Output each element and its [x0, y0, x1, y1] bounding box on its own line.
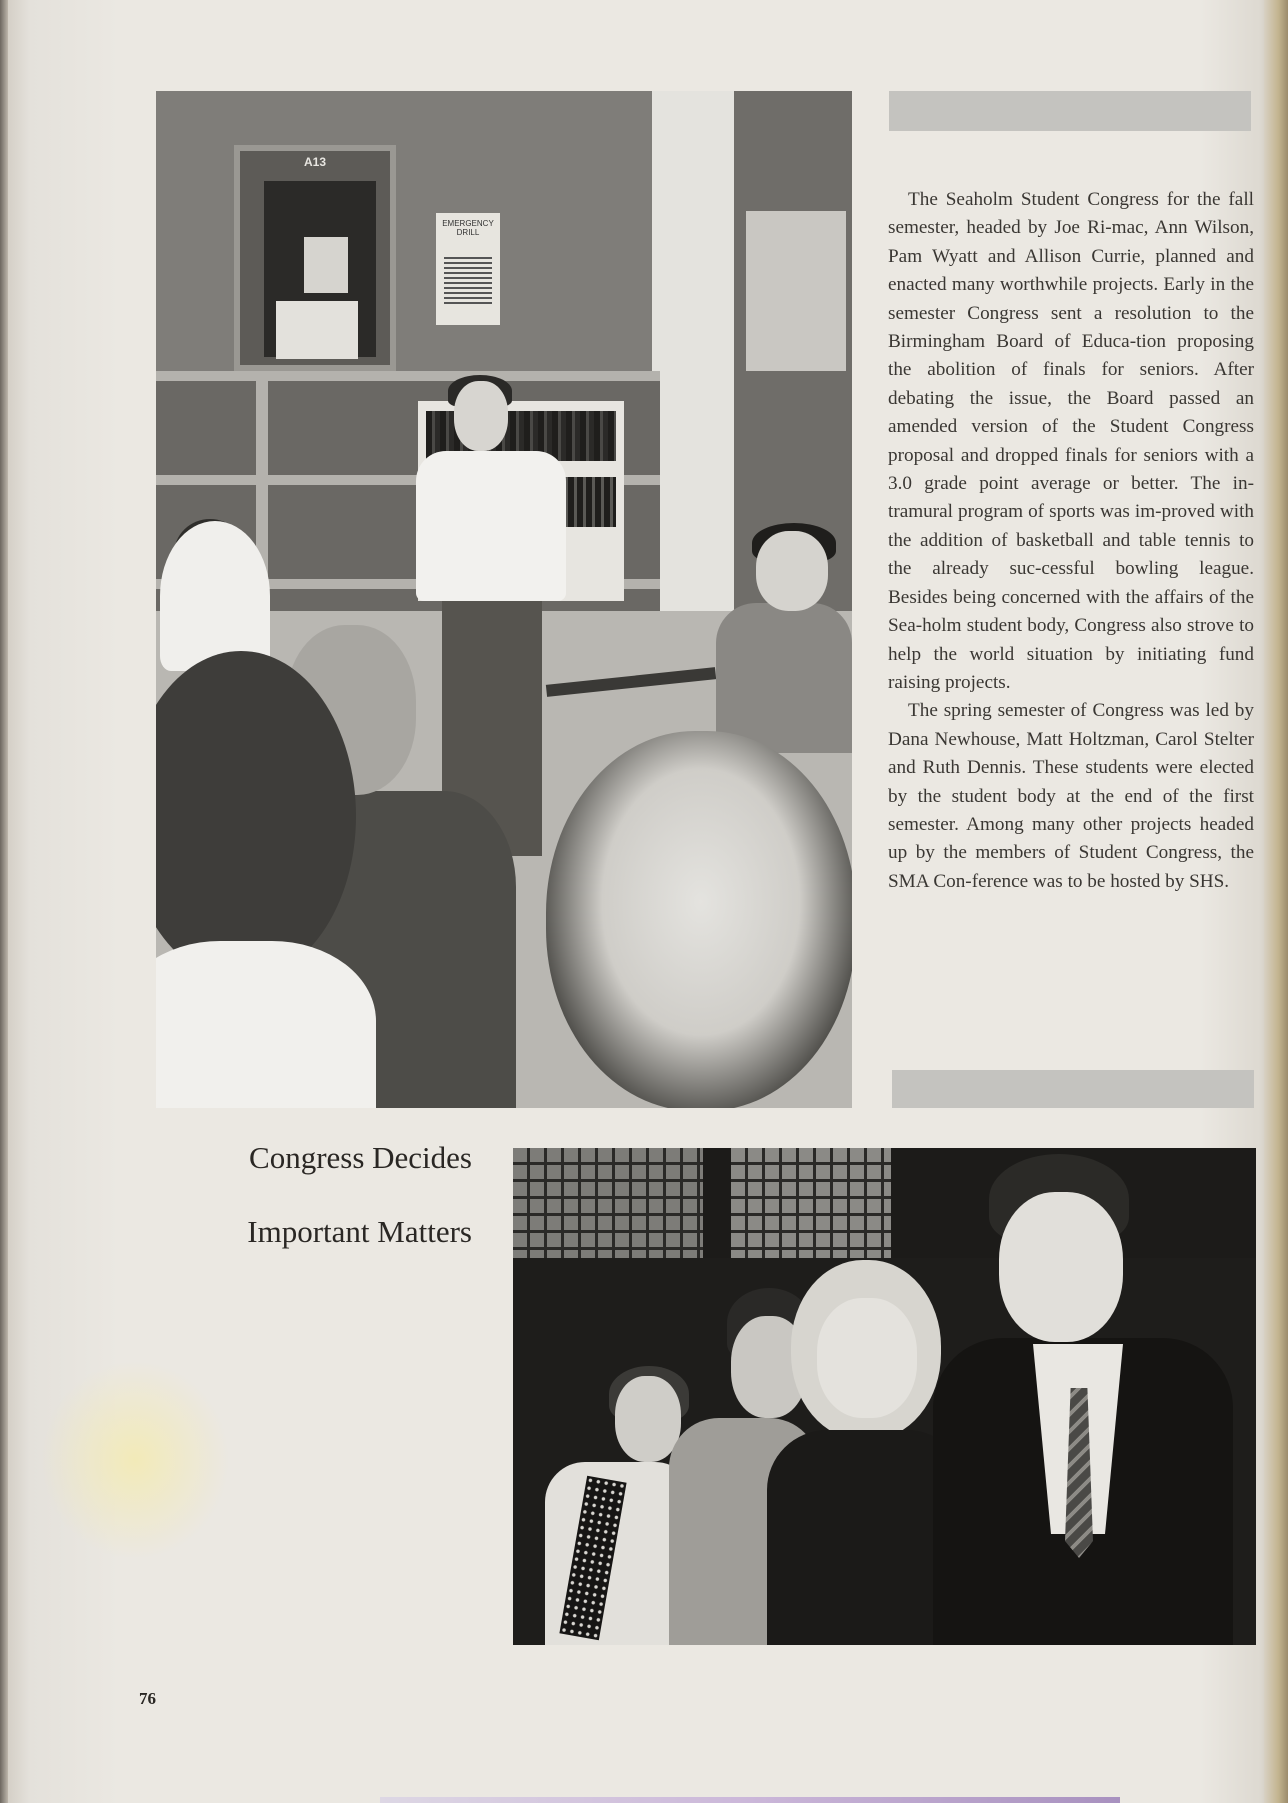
page-headline [170, 1140, 472, 1250]
article-text [888, 186, 1254, 896]
student-portrait [817, 1298, 917, 1418]
audience-member [546, 731, 852, 1108]
seated-student [160, 521, 270, 671]
article-paragraph: The Seaholm Student Congress for the fall semester, headed by Joe Ri-mac, Ann Wilson, Pam Wyatt and Allison Currie, planned and enacted many worthwhile projects. Early in the semester Congress sent a resolution to the Birmingham Board of Educa-tion proposing the abolition of finals for seniors. After debating the issue, the Board passed an amended version of the Student Congress proposal and dropped finals for seniors with a 3.0 grade point average or better. The in-tramural program of sports was im-proved with the addition of basketball and table tennis to the already suc-cessful bowling league. Besides being concerned with the affairs of the Sea-holm student body, Congress also strove to help the world situation by initiating fund raising projects. [888, 189, 1254, 693]
page-number: 76 [139, 1689, 156, 1708]
speaker-with-gavel [416, 451, 566, 601]
congress-officers-photo [513, 1148, 1256, 1645]
decorative-bar-top [889, 91, 1251, 131]
poster-title: EMERGENCY DRILL [442, 219, 494, 237]
page-bottom-edge [380, 1797, 1120, 1803]
student-portrait [615, 1376, 681, 1462]
door-sign: A13 [303, 155, 326, 169]
light-glare [40, 1360, 230, 1560]
bulletin-board [746, 211, 846, 371]
page-edge [1264, 0, 1288, 1803]
article-paragraph: The spring semester of Congress was led by Dana Newhouse, Matt Holtzman, Carol Stelter and Ruth Dennis. These students were elected by the student body at the end of the first semester. Among many other projects headed up by the members of Student Congress, the SMA Con-ference was to be hosted by SHS. [888, 700, 1254, 892]
binding-shadow [0, 0, 8, 1803]
window [513, 1148, 703, 1258]
wall-poster [436, 213, 500, 325]
decorative-bar-bottom [892, 1070, 1254, 1108]
classroom-door [234, 145, 396, 371]
window [731, 1148, 891, 1260]
seated-student [716, 603, 852, 753]
headline-line-2: Important Matters [247, 1214, 472, 1249]
headline-line-1: Congress Decides [249, 1140, 472, 1175]
congress-meeting-photo [156, 91, 852, 1108]
student-portrait [999, 1192, 1123, 1342]
